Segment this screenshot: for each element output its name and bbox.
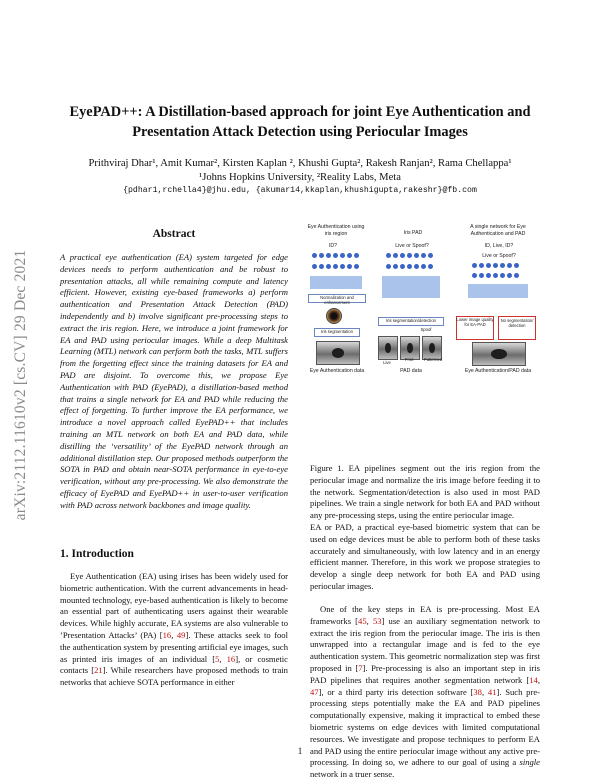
fig-col3-title: A single network for Eye Authentication and PAD <box>470 224 526 237</box>
fig-patterned-label: Patterned <box>423 357 443 362</box>
intro-text-3: ]. These attacks seek to fool the authentication system by presenting artificial eye images, such as printed iris images of an individual [ <box>60 629 288 664</box>
body-paragraph-1: EA or PAD, a practical eye-based biometric system that can be used on edge devices must be able to perform both of these tasks accurately and simultaneously, with low latency and in an energy efficient manner. Therefore, in this work we propose strategies to develop a single deep network for both EA and PAD using periocular images. <box>310 522 540 591</box>
citation-link[interactable]: 21 <box>94 665 103 676</box>
citation-link[interactable]: 47 <box>310 686 319 697</box>
body2-text-9: network in a truer sense. <box>310 769 395 780</box>
arxiv-id: arXiv:2112.11610v2 [cs.CV] 29 Dec 2021 <box>12 249 29 521</box>
title-line-2: Presentation Attack Detection using Periocular Images <box>132 124 468 140</box>
fig-lower-quality-label: Lower image quality for EA-PAD <box>456 317 494 327</box>
fig-col2-nodes-top <box>386 253 433 259</box>
fig-ea-pad-data-label: Eye Authentication/PAD data <box>464 368 532 374</box>
abstract-text: A practical eye authentication (EA) system targeted for edge devices needs to perform authentication and be robust to presentation attacks, all while remaining compute and latency efficient. However, existing eye-based frameworks a) perform authentication and Presentation Attack Detection (PAD) independently and b) involve significant pre-processing steps to extract the iris region. Here, we introduce a joint framework for EA and PAD using periocular images. While a deep Multitask Learning (MTL) network can perform both the tasks, MTL suffers from the forgetting effect since the training datasets for EA and PAD are disjoint. To overcome this, we propose Eye Authentication with PAD (EyePAD), a distillation-based method that trains a single network for EA and PAD while reducing the effect of forgetting. To further improve the EA performance, we introduce a novel approach called EyePAD++ that includes training an MTL network on both EA and PAD data, while distilling the ‘versatility’ of the EyePAD network through an additional distillation step. Our proposed methods outperform the SOTA in PAD and obtain near-SOTA performance in eye-to-eye verification, without any pre-processing. We also demonstrate the efficacy of EyePAD and EyePAD++ in user-to-user verification with PAD across network backbones and image quality. <box>60 252 288 510</box>
fig-col2-nodes-mid <box>386 264 433 270</box>
abstract-heading: Abstract <box>152 228 196 240</box>
body2-text-7: , <box>481 686 488 697</box>
fig-both-question-1: ID, Live, ID? <box>484 243 514 249</box>
fig-id-question: ID? <box>328 243 338 249</box>
citation-link[interactable]: 45 <box>358 615 367 626</box>
body2-text-1: One of the key steps in EA is pre-processing. Most EA frameworks [ <box>310 604 540 626</box>
citation-link[interactable]: 53 <box>372 615 382 626</box>
body2-text-4: ]. Pre-processing is also an important step in iris PAD pipelines that requires another segmentation network [ <box>310 662 540 685</box>
fig-col2-network-bar <box>382 276 440 298</box>
fig-col1-nodes-mid <box>312 264 359 270</box>
citation-link[interactable]: 5 <box>215 653 220 664</box>
affiliations: ¹Johns Hopkins University, ²Reality Labs, Meta <box>199 172 401 183</box>
body2-text-8: ]. Such pre-processing steps potentially make the EA and PAD pipelines computationally expensive, making it impractical to embed these biometric systems on edge devices with limited computational resources. We investigate and propose techniques to perform EA and PAD using the entire periocular image without any active pre-processing. In doing so, we adhere to our goal of using a <box>310 686 540 768</box>
intro-text-2: , <box>171 629 177 640</box>
citation-link[interactable]: 16 <box>226 653 236 664</box>
fig-col3-network-bar <box>468 284 528 298</box>
fig-col1-network-bar <box>310 276 362 289</box>
fig-col3-nodes-top <box>472 263 519 269</box>
fig-eye-photo-ea-pad <box>472 342 526 366</box>
intro-text-5: ], or cosmetic contacts [ <box>60 653 289 676</box>
intro-text-6: ]. While researchers have proposed methods to train networks that achieve SOTA performance in either <box>60 665 288 688</box>
intro-heading: 1. Introduction <box>60 548 134 560</box>
citation-link[interactable]: 49 <box>176 629 186 640</box>
fig-pad-data-label: PAD data <box>400 368 422 374</box>
fig-normalize-label: Normalization and enhancement <box>320 295 354 305</box>
author-block <box>60 157 540 185</box>
paper-title <box>60 102 540 142</box>
body2-emphasis: single <box>519 757 540 768</box>
citation-link[interactable]: 16 <box>162 629 172 640</box>
intro-text-1: Eye Authentication (EA) using irises has been widely used for biometric authentication. With the current advancements in head-mounted technology, eye-based authentication is likely to become an essential part of authenticating users against their wearable devices. While highly accurate, EA systems are also vulnerable to ’Presentation Attacks’ (PA) [ <box>60 571 288 640</box>
arxiv-stamp <box>4 220 38 550</box>
intro-text-4: , <box>219 653 227 664</box>
fig-col1-nodes-top <box>312 253 359 259</box>
fig-iris-image <box>326 308 342 324</box>
fig-col3-nodes-mid <box>472 273 519 279</box>
fig-print-label: Print <box>404 357 414 362</box>
body2-text-2: , <box>366 615 373 626</box>
author-list: Prithviraj Dhar¹, Amit Kumar², Kirsten Kaplan ², Khushi Gupta², Rakesh Ranjan², Rama Chellappa¹ <box>88 158 512 169</box>
body2-text-3: ] use an auxiliary segmentation network to extract the iris region from the periocular image. The iris is then unwrapped into a rectangular image and is fed to the eye authentication system. This geometric normalization step was first proposed in [ <box>310 615 541 673</box>
citation-link[interactable]: 38 <box>473 686 482 697</box>
page-number: 1 <box>297 746 303 756</box>
fig-ea-data-label: Eye Authentication data <box>309 368 365 374</box>
title-line-1: EyePAD++: A Distillation-based approach for joint Eye Authentication and <box>69 104 531 120</box>
fig-no-seg-label: No segmentation/ detection <box>500 318 534 328</box>
fig-both-question-2: Live or Spoof? <box>482 253 516 259</box>
fig-live-photo <box>378 336 398 360</box>
fig-live-label: Live <box>383 360 391 365</box>
fig-col2-title: Iris PAD <box>403 230 423 236</box>
intro-paragraph <box>60 571 288 689</box>
fig-live-question: Live or Spoof? <box>395 243 429 249</box>
fig-eye-photo <box>316 341 360 365</box>
body2-text-5: , <box>537 674 540 685</box>
fig-iris-det-label: Iris segmentation/detection <box>385 318 437 323</box>
fig-iris-seg-label: Iris segmentation <box>321 329 353 334</box>
fig-col1-title: Eye Authentication using iris region <box>307 224 365 237</box>
figure-caption: Figure 1. EA pipelines segment out the iris region from the periocular image and normalize the iris image before feeding it to the network. Segmentation/detection is also used in most PAD pipelines. We train a single network for both EA and PAD without any pre-processing steps, using the entire periocular image. <box>310 463 540 521</box>
fig-spoof-label: Spoof <box>420 327 432 332</box>
figure-1 <box>306 224 542 458</box>
citation-link[interactable]: 41 <box>487 686 497 697</box>
citation-link[interactable]: 14 <box>529 674 538 685</box>
author-emails: {pdhar1,rchella4}@jhu.edu, {akumar14,kkaplan,khushigupta,rakeshr}@fb.com <box>123 186 477 195</box>
body2-text-6: ], or a third party iris detection software [ <box>318 686 474 697</box>
citation-link[interactable]: 7 <box>358 662 363 673</box>
